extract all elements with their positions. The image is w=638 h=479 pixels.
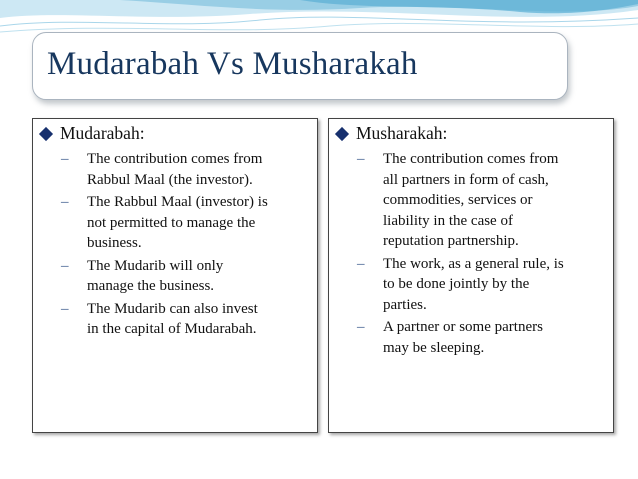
list-item	[335, 149, 611, 252]
title-box	[32, 32, 568, 100]
point-text: The work, as a general rule, is to be done jointly by the parties.	[383, 255, 564, 313]
slide-title: Mudarabah Vs Musharakah	[47, 46, 418, 82]
point-text: The contribution comes from Rabbul Maal (the investor).	[87, 151, 263, 188]
dash-marker: –	[61, 151, 69, 167]
musharakah-points	[335, 149, 611, 360]
musharakah-column	[328, 118, 614, 433]
dash-marker: –	[61, 300, 69, 317]
dash-marker: –	[357, 255, 365, 272]
mudarabah-column	[32, 118, 318, 433]
dash-marker: –	[61, 194, 69, 210]
diamond-bullet-icon	[335, 127, 349, 141]
musharakah-heading	[333, 123, 447, 144]
diamond-bullet-icon	[39, 127, 53, 141]
dash-marker: –	[357, 319, 365, 335]
list-item	[39, 256, 315, 297]
dash-marker: –	[61, 257, 69, 274]
dash-marker: –	[357, 151, 365, 167]
point-text: The contribution comes from all partners in form of cash, commodities, services or liability in the case of reputation partnership.	[383, 151, 559, 249]
mudarabah-points	[39, 149, 315, 342]
mudarabah-heading-text: Mudarabah:	[60, 123, 145, 143]
point-text: The Mudarib can also invest in the capital of Mudarabah.	[87, 300, 258, 337]
musharakah-heading-text: Musharakah:	[356, 123, 448, 143]
point-text: The Rabbul Maal (investor) is not permitted to manage the business.	[87, 194, 268, 251]
list-item	[335, 254, 611, 316]
list-item	[39, 192, 315, 254]
list-item	[335, 317, 611, 358]
list-item	[39, 149, 315, 190]
point-text: A partner or some partners may be sleeping.	[383, 319, 543, 356]
mudarabah-heading	[37, 123, 145, 144]
list-item	[39, 299, 315, 340]
point-text: The Mudarib will only manage the business.	[87, 257, 224, 294]
